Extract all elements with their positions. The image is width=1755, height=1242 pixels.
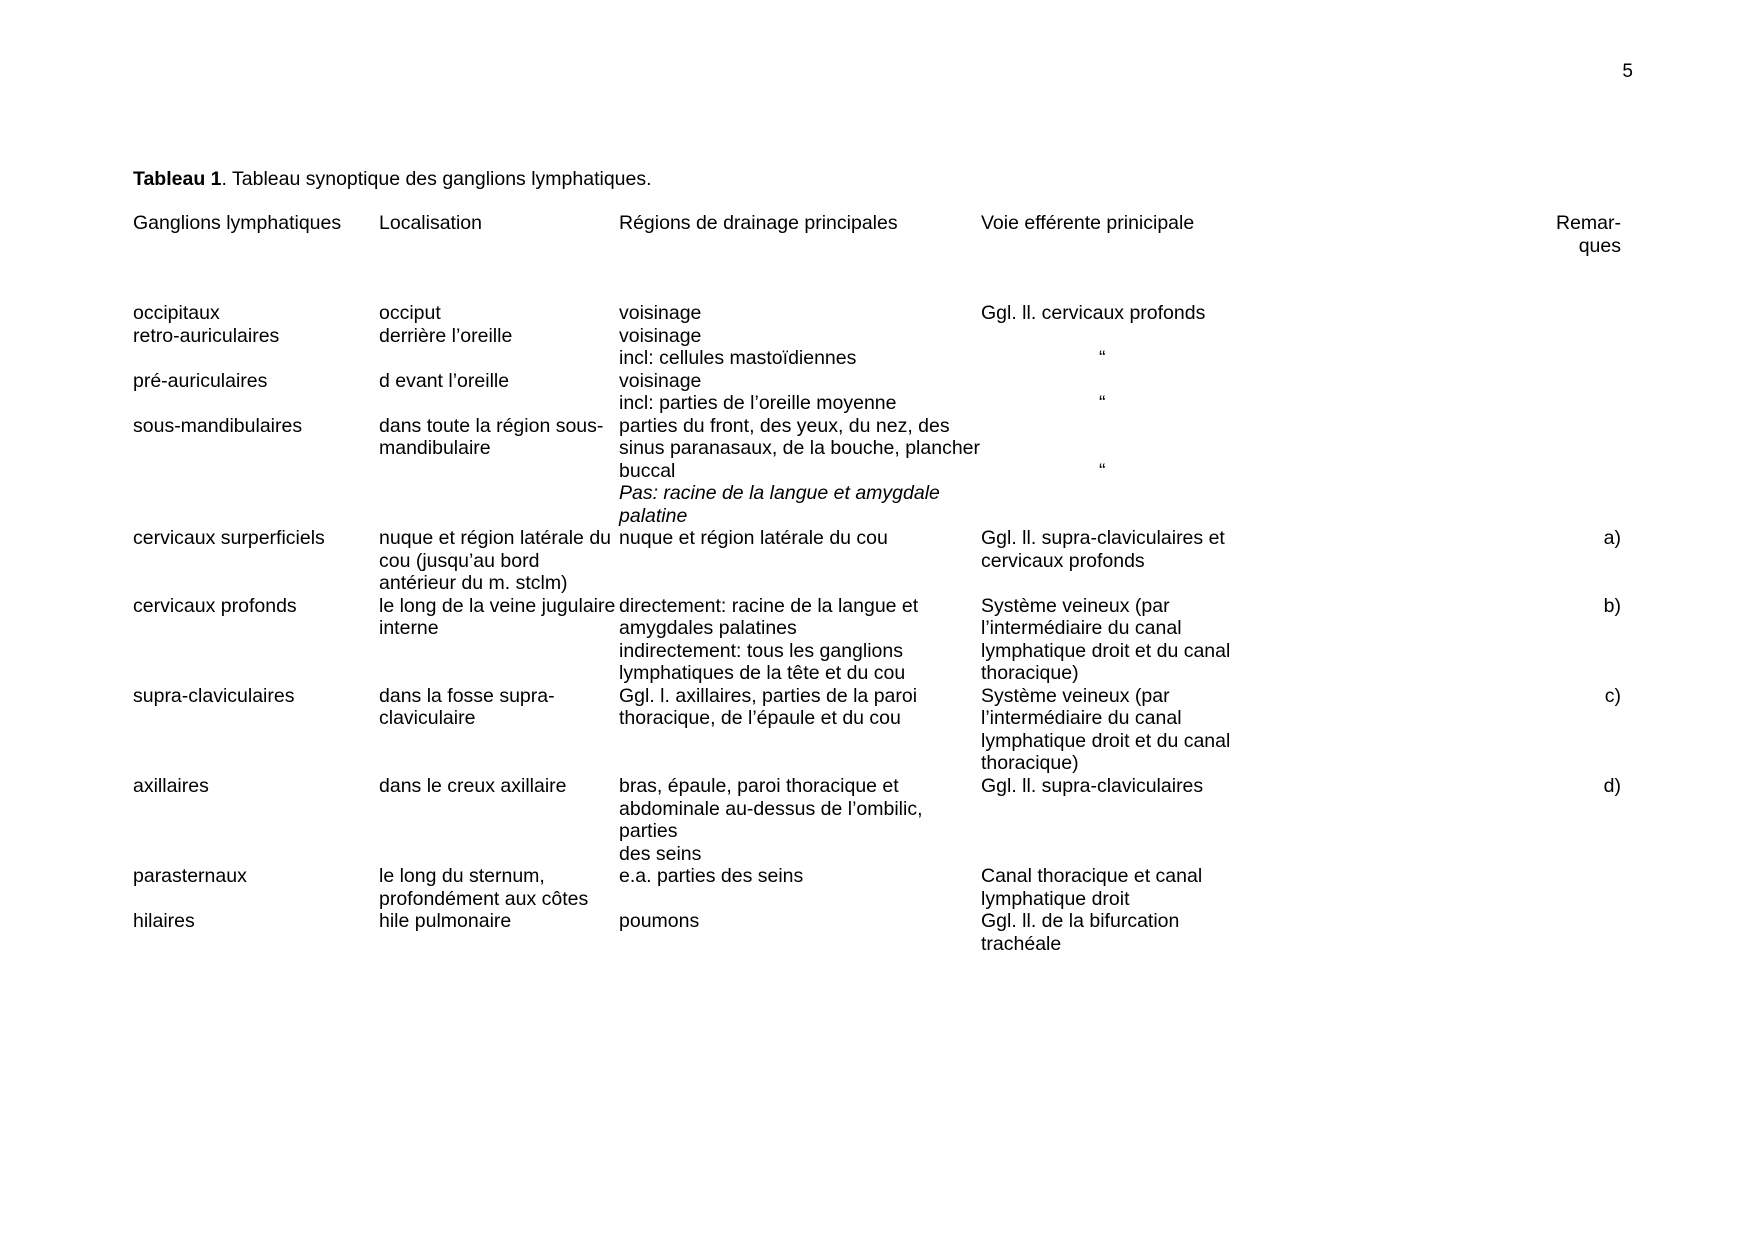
cell-voie-efferente xyxy=(981,910,1441,955)
cell-ganglion-name xyxy=(133,775,379,865)
voie-efferente-line: trachéale xyxy=(981,932,1062,955)
drainage-line: thoracique, de l’épaule et du cou xyxy=(619,707,901,730)
column-header-drainage: Régions de drainage principales xyxy=(619,212,898,234)
localisation-line: dans la fosse supra- xyxy=(379,684,555,707)
drainage-line: lymphatiques de la tête et du cou xyxy=(619,662,906,685)
localisation-line: interne xyxy=(379,617,439,640)
table-header xyxy=(133,212,1623,302)
cell-drainage xyxy=(619,910,981,955)
cell-remarks xyxy=(1441,370,1623,415)
cell-voie-efferente xyxy=(981,775,1441,865)
column-header-localisation: Localisation xyxy=(379,212,482,234)
cell-remarks xyxy=(1441,415,1623,528)
drainage-line: poumons xyxy=(619,910,700,933)
column-header-ganglions: Ganglions lymphatiques xyxy=(133,212,342,234)
cell-localisation xyxy=(379,527,619,595)
ganglion-name-line: hilaires xyxy=(133,910,195,933)
ganglion-name-line: cervicaux profonds xyxy=(133,594,297,617)
cell-voie-efferente xyxy=(981,415,1441,528)
blank-line xyxy=(981,370,1441,393)
cell-remarks xyxy=(1441,302,1623,325)
localisation-line: cou (jusqu’au bord xyxy=(379,549,540,572)
drainage-line: palatine xyxy=(619,504,688,527)
spacer-cell xyxy=(1441,258,1623,302)
cell-ganglion-name xyxy=(133,595,379,685)
drainage-line: Ggl. l. axillaires, parties de la paroi xyxy=(619,684,918,707)
cell-drainage xyxy=(619,685,981,775)
ganglion-name-line: pré-auriculaires xyxy=(133,369,268,392)
drainage-line: voisinage xyxy=(619,369,702,392)
localisation-line: derrière l’oreille xyxy=(379,324,513,347)
localisation-line: le long de la veine jugulaire xyxy=(379,594,616,617)
localisation-line: antérieur du m. stclm) xyxy=(379,572,568,595)
lymph-nodes-table xyxy=(133,212,1623,955)
voie-efferente-line: l’intermédiaire du canal xyxy=(981,617,1182,640)
column-header-remarques-line1: Remar- xyxy=(1555,212,1621,234)
localisation-line: d evant l’oreille xyxy=(379,369,510,392)
blank-line xyxy=(981,325,1441,348)
spacer-cell xyxy=(133,258,379,302)
cell-ganglion-name xyxy=(133,325,379,370)
table-body xyxy=(133,302,1623,955)
ganglion-name-line: sous-mandibulaires xyxy=(133,414,303,437)
table-caption-label: Tableau 1 xyxy=(133,168,222,190)
cell-ganglion-name xyxy=(133,302,379,325)
drainage-line: incl: cellules mastoïdiennes xyxy=(619,347,857,370)
spacer-cell xyxy=(981,258,1441,302)
drainage-line: parties du front, des yeux, du nez, des xyxy=(619,414,950,437)
table-row xyxy=(133,527,1623,595)
voie-efferente-line: cervicaux profonds xyxy=(981,549,1145,572)
voie-efferente-line: lymphatique droit et du canal xyxy=(981,729,1231,752)
cell-remarks xyxy=(1441,865,1623,910)
cell-remarks xyxy=(1441,910,1623,955)
drainage-line: Pas: racine de la langue et amygdale xyxy=(619,482,940,505)
table-row xyxy=(133,415,1623,528)
drainage-line: sinus paranasaux, de la bouche, plancher xyxy=(619,437,980,460)
ganglion-name-line: parasternaux xyxy=(133,865,247,888)
cell-localisation xyxy=(379,370,619,415)
localisation-line: occiput xyxy=(379,302,441,324)
spacer-cell xyxy=(619,258,981,302)
drainage-line: des seins xyxy=(619,842,702,865)
localisation-line: claviculaire xyxy=(379,707,476,730)
localisation-line: le long du sternum, xyxy=(379,865,545,888)
cell-drainage xyxy=(619,325,981,370)
voie-efferente-line: lymphatique droit xyxy=(981,887,1130,910)
localisation-line: nuque et région latérale du xyxy=(379,527,612,550)
localisation-line: dans le creux axillaire xyxy=(379,774,567,797)
voie-efferente-line: thoracique) xyxy=(981,662,1079,685)
cell-drainage xyxy=(619,527,981,595)
table-caption xyxy=(133,167,652,191)
table-row xyxy=(133,595,1623,685)
cell-ganglion-name xyxy=(133,415,379,528)
drainage-line: abdominale au-dessus de l’ombilic, parties xyxy=(619,797,923,843)
cell-localisation xyxy=(379,325,619,370)
ganglion-name-line: retro-auriculaires xyxy=(133,324,280,347)
cell-ganglion-name xyxy=(133,685,379,775)
table-row xyxy=(133,775,1623,865)
table-row xyxy=(133,865,1623,910)
cell-remarks xyxy=(1441,527,1623,595)
remark-marker: b) xyxy=(1603,594,1621,617)
header-spacer-row xyxy=(133,258,1623,302)
voie-efferente-line: l’intermédiaire du canal xyxy=(981,707,1182,730)
cell-drainage xyxy=(619,595,981,685)
ditto-mark: “ xyxy=(1099,392,1106,415)
cell-voie-efferente xyxy=(981,865,1441,910)
voie-efferente-line: Ggl. ll. cervicaux profonds xyxy=(981,302,1206,324)
cell-remarks xyxy=(1441,685,1623,775)
table-row xyxy=(133,910,1623,955)
remark-marker: c) xyxy=(1604,684,1621,707)
remark-marker: a) xyxy=(1603,527,1621,550)
column-header-remarques-line2: ques xyxy=(1578,235,1621,257)
cell-localisation xyxy=(379,910,619,955)
voie-efferente-line: lymphatique droit et du canal xyxy=(981,639,1231,662)
remark-marker: d) xyxy=(1603,774,1621,797)
cell-remarks xyxy=(1441,775,1623,865)
cell-localisation xyxy=(379,595,619,685)
table-row xyxy=(133,685,1623,775)
cell-ganglion-name xyxy=(133,865,379,910)
table-caption-text: . Tableau synoptique des ganglions lymphatiques. xyxy=(221,168,652,190)
voie-efferente-line: thoracique) xyxy=(981,752,1079,775)
localisation-line: hile pulmonaire xyxy=(379,910,512,933)
voie-efferente-line: Ggl. ll. de la bifurcation xyxy=(981,910,1180,933)
cell-ganglion-name xyxy=(133,370,379,415)
drainage-line: voisinage xyxy=(619,324,702,347)
cell-drainage xyxy=(619,415,981,528)
voie-efferente-line: Système veineux (par xyxy=(981,684,1170,707)
cell-voie-efferente xyxy=(981,527,1441,595)
blank-line xyxy=(981,437,1441,460)
blank-line xyxy=(981,415,1441,438)
table-header-row xyxy=(133,212,1623,258)
cell-voie-efferente xyxy=(981,302,1441,325)
cell-ganglion-name xyxy=(133,527,379,595)
column-header-voie-efferente: Voie efférente prinicipale xyxy=(981,212,1195,234)
drainage-line: indirectement: tous les ganglions xyxy=(619,639,903,662)
page-number: 5 xyxy=(1622,61,1633,82)
cell-localisation xyxy=(379,302,619,325)
ganglion-name-line: cervicaux surperficiels xyxy=(133,527,325,550)
table-row xyxy=(133,325,1623,370)
drainage-line: incl: parties de l’oreille moyenne xyxy=(619,392,897,415)
ganglion-name-line: axillaires xyxy=(133,774,209,797)
voie-efferente-line: Canal thoracique et canal xyxy=(981,865,1203,888)
ganglion-name-line: supra-claviculaires xyxy=(133,684,295,707)
drainage-line: bras, épaule, paroi thoracique et xyxy=(619,774,899,797)
drainage-line: voisinage xyxy=(619,302,702,324)
cell-ganglion-name xyxy=(133,910,379,955)
localisation-line: mandibulaire xyxy=(379,437,491,460)
cell-localisation xyxy=(379,775,619,865)
cell-localisation xyxy=(379,415,619,528)
spacer-cell xyxy=(379,258,619,302)
cell-drainage xyxy=(619,865,981,910)
voie-efferente-line: Ggl. ll. supra-claviculaires xyxy=(981,774,1204,797)
cell-voie-efferente xyxy=(981,370,1441,415)
drainage-line: nuque et région latérale du cou xyxy=(619,527,888,550)
cell-drainage xyxy=(619,775,981,865)
drainage-line: amygdales palatines xyxy=(619,617,797,640)
cell-voie-efferente xyxy=(981,595,1441,685)
cell-localisation xyxy=(379,865,619,910)
drainage-line: directement: racine de la langue et xyxy=(619,594,919,617)
table-row xyxy=(133,302,1623,325)
localisation-line: dans toute la région sous- xyxy=(379,414,604,437)
cell-remarks xyxy=(1441,325,1623,370)
ganglion-name-line: occipitaux xyxy=(133,302,220,324)
localisation-line: profondément aux côtes xyxy=(379,887,589,910)
table-row xyxy=(133,370,1623,415)
cell-drainage xyxy=(619,370,981,415)
voie-efferente-line: Ggl. ll. supra-claviculaires et xyxy=(981,527,1225,550)
column-header-remarques xyxy=(1441,212,1623,258)
cell-localisation xyxy=(379,685,619,775)
voie-efferente-line: Système veineux (par xyxy=(981,594,1170,617)
drainage-line: e.a. parties des seins xyxy=(619,865,804,888)
cell-drainage xyxy=(619,302,981,325)
cell-voie-efferente xyxy=(981,685,1441,775)
ditto-mark: “ xyxy=(1099,347,1106,370)
cell-voie-efferente xyxy=(981,325,1441,370)
drainage-line: buccal xyxy=(619,459,676,482)
ditto-mark: “ xyxy=(1099,459,1106,482)
cell-remarks xyxy=(1441,595,1623,685)
